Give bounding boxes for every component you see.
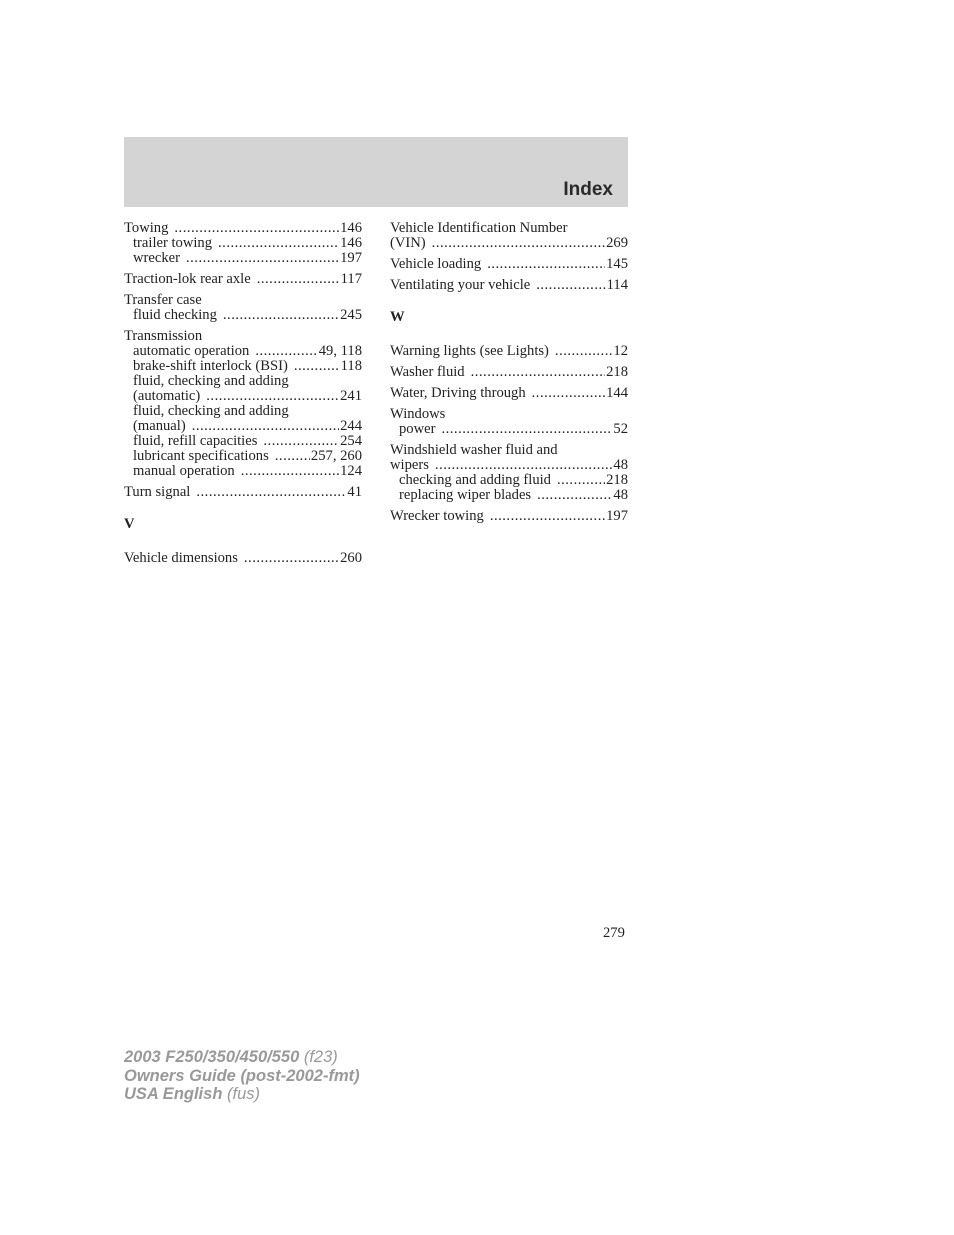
index-entry-line (390, 236, 628, 251)
dot-leader (192, 419, 339, 434)
index-entry-line (390, 386, 628, 401)
index-entry-line (390, 458, 628, 473)
index-term: automatic operation (133, 343, 250, 359)
index-column-right (390, 221, 628, 530)
page-reference: 144 (606, 385, 628, 401)
dot-leader (537, 488, 612, 503)
dot-leader (555, 344, 612, 359)
index-entry (390, 344, 628, 359)
page-reference: 241 (340, 388, 362, 404)
page-reference: 197 (340, 250, 362, 266)
index-subentry-line (124, 434, 362, 449)
index-entry-line (124, 551, 362, 566)
index-subentry-line (124, 236, 362, 251)
dot-leader (174, 221, 339, 236)
index-letter-heading: W (390, 309, 405, 325)
index-term: fluid checking (133, 307, 217, 323)
index-subentry-line (124, 251, 362, 266)
dot-leader (487, 257, 605, 272)
page-reference: 260 (340, 550, 362, 566)
dot-leader (294, 359, 340, 374)
index-term: Ventilating your vehicle (390, 277, 531, 293)
page-reference: 52 (613, 421, 628, 437)
page-reference: 245 (340, 307, 362, 323)
index-entry-line (124, 221, 362, 236)
page-reference: 254 (340, 433, 362, 449)
dot-leader (223, 308, 339, 323)
index-subentry-line (124, 449, 362, 464)
index-entry-line (390, 257, 628, 272)
index-term: Vehicle dimensions (124, 550, 238, 566)
index-term: Turn signal (124, 484, 191, 500)
dot-leader (532, 386, 605, 401)
index-term: (VIN) (390, 235, 426, 251)
footer-line-1 (124, 1048, 360, 1067)
index-term: Vehicle Identification Number (390, 220, 568, 236)
index-term: brake-shift interlock (BSI) (133, 358, 288, 374)
footer-language-code: (fus) (227, 1085, 260, 1103)
index-term: wrecker (133, 250, 180, 266)
page-number: 279 (603, 925, 625, 941)
index-term: checking and adding fluid (399, 472, 551, 488)
dot-leader (557, 473, 605, 488)
page-reference: 218 (606, 472, 628, 488)
index-entry (124, 272, 362, 287)
page-reference: 114 (606, 277, 628, 293)
index-term: fluid, checking and adding (133, 403, 289, 419)
index-entry (390, 257, 628, 272)
index-entry (124, 221, 362, 266)
index-term: Transmission (124, 328, 203, 344)
footer-model-code: (f23) (303, 1048, 338, 1066)
index-term: replacing wiper blades (399, 487, 532, 503)
dot-leader (257, 272, 340, 287)
index-entry-line (390, 221, 628, 236)
index-term: Warning lights (see Lights) (390, 343, 549, 359)
dot-leader (218, 236, 339, 251)
section-title: Index (563, 179, 613, 200)
dot-leader (471, 365, 606, 380)
dot-leader (432, 236, 605, 251)
footer-line-3 (124, 1085, 360, 1104)
index-entry (390, 221, 628, 251)
dot-leader (196, 485, 346, 500)
index-term: fluid, checking and adding (133, 373, 289, 389)
index-term: Traction-lok rear axle (124, 271, 251, 287)
footer-language: USA English (124, 1085, 223, 1103)
index-term: (manual) (133, 418, 186, 434)
index-term: Vehicle loading (390, 256, 482, 272)
dot-leader (186, 251, 339, 266)
page-reference: 146 (340, 235, 362, 251)
index-subentry-line (124, 389, 362, 404)
index-term: lubricant specifications (133, 448, 269, 464)
index-term: trailer towing (133, 235, 213, 251)
index-entry (124, 329, 362, 479)
index-entry (124, 485, 362, 500)
dot-leader (441, 422, 612, 437)
dot-leader (490, 509, 605, 524)
index-entry (390, 443, 628, 503)
footer-model: 2003 F250/350/450/550 (124, 1048, 300, 1066)
index-entry-line (124, 329, 362, 344)
index-term: Washer fluid (390, 364, 465, 380)
index-term: (automatic) (133, 388, 201, 404)
dot-leader (435, 458, 612, 473)
dot-leader (206, 389, 339, 404)
page-reference: 48 (613, 487, 628, 503)
index-column-left (124, 221, 362, 572)
index-term: Windows (390, 406, 446, 422)
index-term: fluid, refill capacities (133, 433, 258, 449)
index-entry-line (124, 485, 362, 500)
index-entry-line (124, 293, 362, 308)
index-subentry-line (124, 344, 362, 359)
footer (124, 1048, 360, 1104)
index-subentry-line (124, 374, 362, 389)
index-term: Water, Driving through (390, 385, 526, 401)
index-entry-line (390, 278, 628, 293)
index-entry-line (390, 407, 628, 422)
index-term: Transfer case (124, 292, 202, 308)
page-reference: 49, 118 (318, 343, 362, 359)
header-band (124, 137, 628, 207)
dot-leader (275, 449, 310, 464)
page-reference: 117 (340, 271, 362, 287)
page-reference: 145 (606, 256, 628, 272)
index-term: manual operation (133, 463, 235, 479)
index-term: wipers (390, 457, 429, 473)
dot-leader (241, 464, 339, 479)
page-reference: 41 (347, 484, 362, 500)
index-term: power (399, 421, 436, 437)
index-subentry-line (124, 404, 362, 419)
index-subentry-line (390, 473, 628, 488)
index-entry (390, 365, 628, 380)
index-entry (390, 386, 628, 401)
page-reference: 197 (606, 508, 628, 524)
index-term: Wrecker towing (390, 508, 484, 524)
page-reference: 118 (340, 358, 362, 374)
index-term: Windshield washer fluid and (390, 442, 558, 458)
index-entry (390, 509, 628, 524)
index-subentry-line (124, 359, 362, 374)
index-subentry-line (390, 488, 628, 503)
footer-guide: Owners Guide (post-2002-fmt) (124, 1066, 360, 1085)
index-entry (390, 278, 628, 293)
page-reference: 124 (340, 463, 362, 479)
index-subentry-line (124, 308, 362, 323)
index-subentry-line (390, 422, 628, 437)
dot-leader (536, 278, 605, 293)
page-reference: 218 (606, 364, 628, 380)
dot-leader (244, 551, 339, 566)
index-entry (124, 551, 362, 566)
index-entry (124, 293, 362, 323)
index-entry-line (390, 344, 628, 359)
page-reference: 12 (613, 343, 628, 359)
dot-leader (263, 434, 339, 449)
index-term: Towing (124, 220, 169, 236)
page-reference: 48 (613, 457, 628, 473)
index-entry-line (390, 443, 628, 458)
page-reference: 269 (606, 235, 628, 251)
index-letter-heading: V (124, 516, 135, 532)
page-reference: 146 (340, 220, 362, 236)
index-entry-line (390, 509, 628, 524)
page-reference: 257, 260 (310, 448, 362, 464)
index-subentry-line (124, 419, 362, 434)
dot-leader (255, 344, 317, 359)
index-entry-line (124, 272, 362, 287)
footer-line-2 (124, 1067, 360, 1086)
page-reference: 244 (340, 418, 362, 434)
index-entry-line (390, 365, 628, 380)
index-subentry-line (124, 464, 362, 479)
index-entry (390, 407, 628, 437)
